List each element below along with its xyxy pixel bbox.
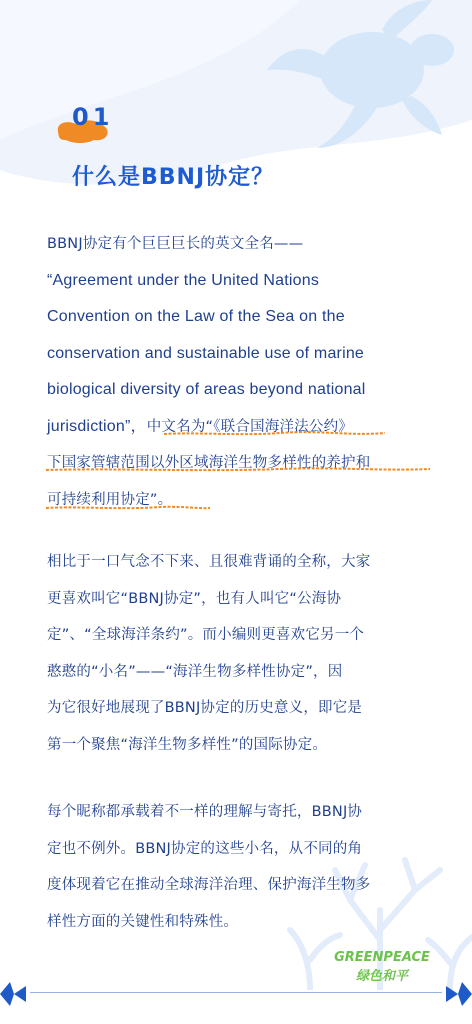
text-line: conservation and sustainable use of marine <box>47 344 365 362</box>
text-line: 第一个聚焦“海洋生物多样性”的国际协定。 <box>47 736 328 753</box>
text-line: 样性方面的关键性和特殊性。 <box>47 913 239 930</box>
text-line: 度体现着它在推动全球海洋治理、保护海洋生物多 <box>47 877 371 893</box>
text-line: 每个昵称都承载着不一样的理解与寄托，BBNJ协 <box>47 804 363 820</box>
text-line: 下国家管辖范围以外区域海洋生物多样性的养护和 <box>47 455 371 471</box>
text-line: 定也不例外。BBNJ协定的这些小名，从不同的角 <box>47 840 363 857</box>
section-number: 01 <box>72 103 114 131</box>
logo-text: GREENPEACE <box>334 950 430 965</box>
text-line: 相比于一口气念不下来、且很难背诵的全称，大家 <box>47 554 371 570</box>
text-line: “Agreement under the United Nations <box>47 271 320 289</box>
text-line: 憨憨的“小名”——“海洋生物多样性协定”，因 <box>47 663 343 680</box>
paragraph-nicknames <box>47 544 437 763</box>
paragraph-meaning <box>47 794 437 940</box>
text-line: biological diversity of areas beyond national <box>47 381 366 398</box>
text-line: BBNJ协定有个巨巨巨长的英文全名—— <box>47 236 304 252</box>
text-segment: 中文名为“《联合国海洋法公约》 <box>146 418 353 435</box>
text-line: Convention on the Law of the Sea on the <box>47 308 345 325</box>
text-line: 可持续利用协定”。 <box>47 491 173 508</box>
text-segment: jurisdiction”， <box>47 417 147 435</box>
section-title: 什么是BBNJ协定？ <box>72 165 275 190</box>
logo-text-cn: 绿色和平 <box>355 969 408 984</box>
turtle-icon <box>262 0 472 150</box>
text-line <box>47 409 437 446</box>
text-line: 为它很好地展现了BBNJ协定的历史意义，即它是 <box>47 700 363 716</box>
text-line: 更喜欢叫它“BBNJ协定”，也有人叫它“公海协 <box>47 590 342 607</box>
fish-icon <box>0 980 26 1008</box>
greenpeace-logo <box>322 950 442 984</box>
paragraph-full-name <box>47 226 437 518</box>
footer-divider <box>30 992 442 993</box>
text-line: 定”、“全球海洋条约”。而小编则更喜欢它另一个 <box>47 627 365 643</box>
fish-icon <box>446 980 472 1008</box>
